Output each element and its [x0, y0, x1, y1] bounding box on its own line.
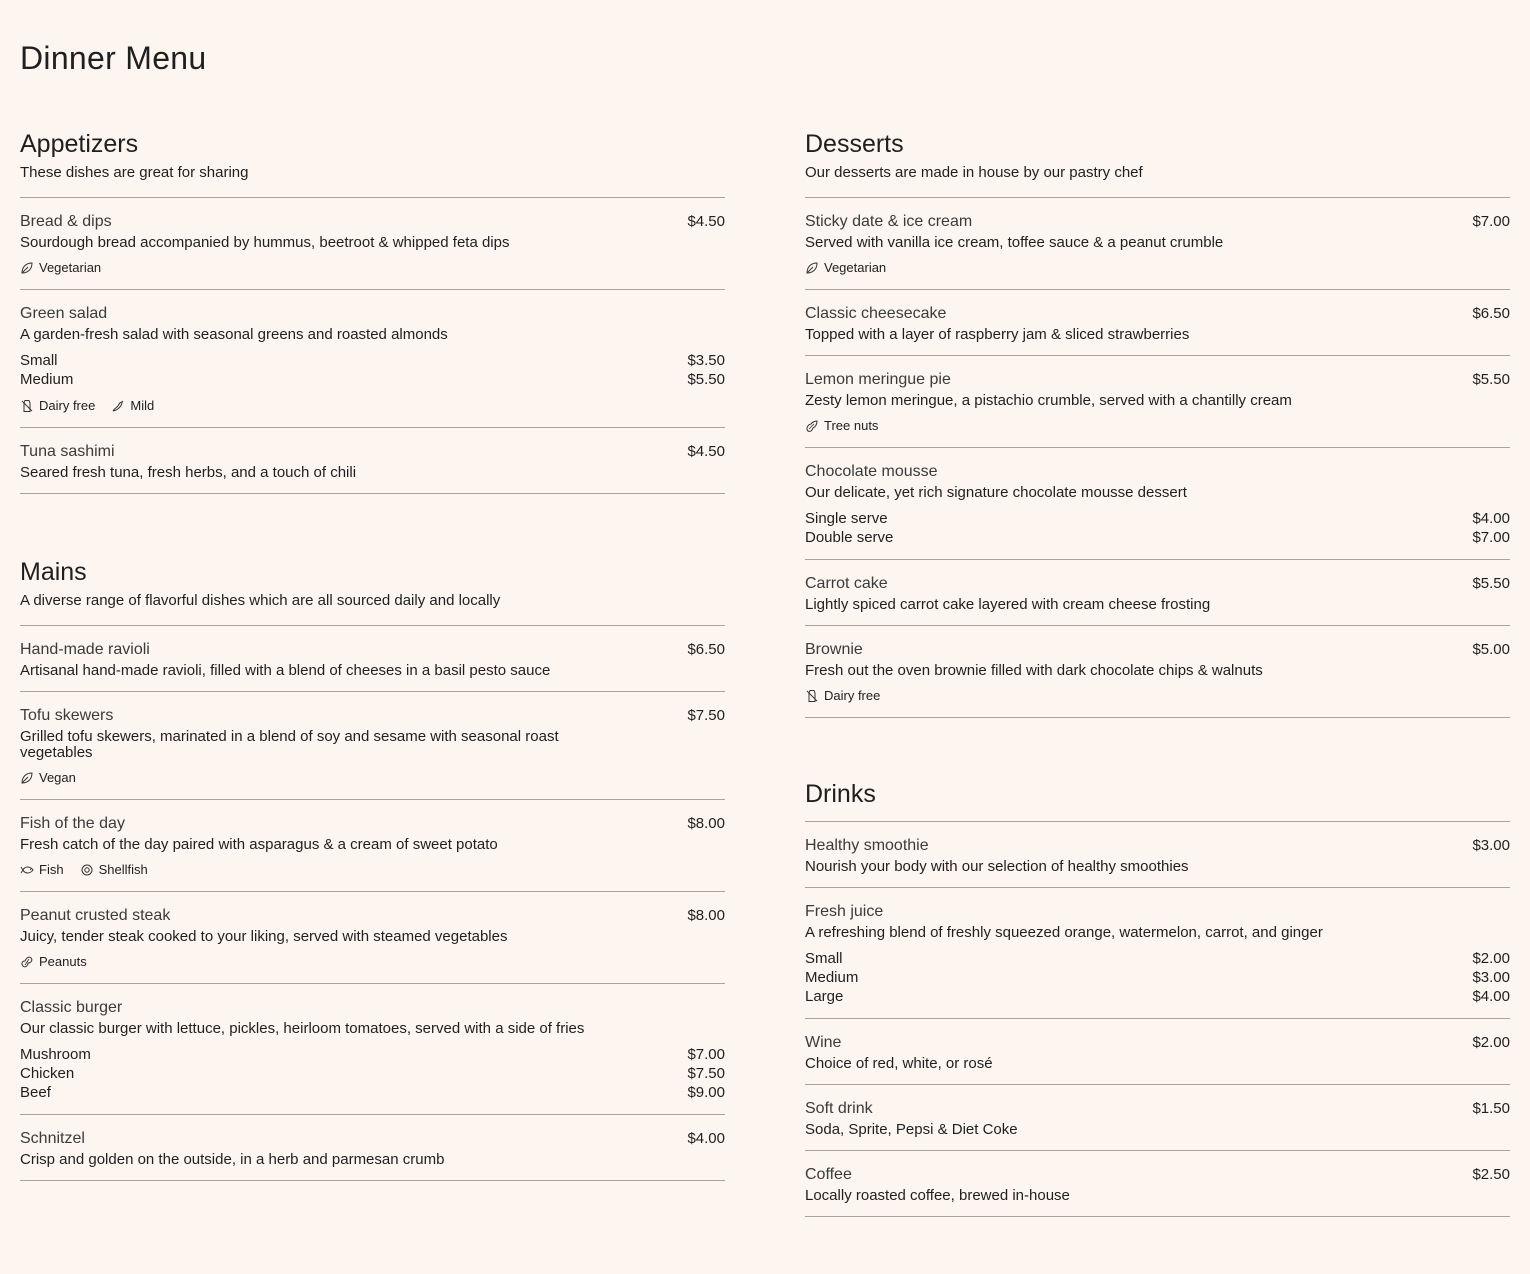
menu-item-hand-made-ravioli	[20, 626, 725, 692]
page-title: Dinner Menu	[20, 40, 207, 76]
variant-row	[20, 1064, 725, 1083]
variant-row	[805, 968, 1510, 987]
variant-row	[20, 351, 725, 370]
dietary-tag	[20, 953, 87, 971]
right-column	[805, 128, 1510, 1217]
item-price: $5.50	[1472, 575, 1510, 592]
item-description: Our classic burger with lettuce, pickles, heirloom tomatoes, served with a side of fries	[20, 1020, 585, 1037]
variant-price: $4.00	[1472, 510, 1510, 527]
dietary-tag-label: Fish	[39, 862, 64, 877]
item-name: Green salad	[20, 305, 108, 322]
item-description: Artisanal hand-made ravioli, filled with a blend of cheeses in a basil pesto sauce	[20, 662, 551, 679]
section-description: These dishes are great for sharing	[20, 164, 249, 181]
item-name: Chocolate mousse	[805, 463, 938, 480]
item-price: $1.50	[1472, 1100, 1510, 1117]
item-variants	[20, 351, 725, 389]
item-name: Tofu skewers	[20, 707, 114, 724]
variant-price: $7.00	[1472, 529, 1510, 546]
dietary-tag-label: Shellfish	[98, 862, 148, 877]
menu-item-sticky-date-and-ice-cream	[805, 198, 1510, 290]
variant-label: Mushroom	[20, 1046, 91, 1063]
dietary-tag	[805, 687, 880, 705]
variant-label: Medium	[805, 969, 859, 986]
item-name: Classic burger	[20, 999, 123, 1016]
section-appetizers	[20, 128, 725, 494]
menu-item-tuna-sashimi	[20, 428, 725, 494]
variant-label: Large	[805, 988, 844, 1005]
variant-row	[805, 528, 1510, 547]
section-header	[20, 556, 725, 626]
variant-label: Small	[805, 950, 843, 967]
item-name: Healthy smoothie	[805, 837, 929, 854]
item-name: Sticky date & ice cream	[805, 213, 973, 230]
variant-price: $5.50	[687, 371, 725, 388]
variant-row	[20, 1083, 725, 1102]
dietary-tag-label: Vegetarian	[39, 260, 102, 275]
leaf-icon	[805, 261, 819, 275]
variant-price: $7.50	[687, 1065, 725, 1082]
item-name: Carrot cake	[805, 575, 888, 592]
section-header	[805, 778, 1510, 822]
dietary-tags	[20, 769, 725, 787]
dietary-tag-label: Vegetarian	[824, 260, 887, 275]
item-name: Classic cheesecake	[805, 305, 947, 322]
item-description: A garden-fresh salad with seasonal greens and roasted almonds	[20, 326, 448, 343]
variant-label: Single serve	[805, 510, 888, 527]
item-name: Soft drink	[805, 1100, 873, 1117]
menu-item-coffee	[805, 1151, 1510, 1217]
item-price: $4.50	[687, 443, 725, 460]
variant-price: $3.00	[1472, 969, 1510, 986]
item-price: $2.50	[1472, 1166, 1510, 1183]
dietary-tag-label: Peanuts	[39, 954, 87, 969]
item-name: Bread & dips	[20, 213, 112, 230]
peanut-icon	[20, 955, 34, 969]
variant-label: Medium	[20, 371, 74, 388]
item-price: $5.00	[1472, 641, 1510, 658]
dietary-tag	[20, 861, 64, 879]
section-description: Our desserts are made in house by our pastry chef	[805, 164, 1143, 181]
item-price: $3.00	[1472, 837, 1510, 854]
menu-item-carrot-cake	[805, 560, 1510, 626]
leaf-icon	[20, 771, 34, 785]
section-title: Drinks	[805, 780, 876, 808]
tree-nut-icon	[805, 419, 819, 433]
item-description: Served with vanilla ice cream, toffee sauce & a peanut crumble	[805, 234, 1224, 251]
variant-price: $2.00	[1472, 950, 1510, 967]
item-variants	[805, 509, 1510, 547]
item-description: Grilled tofu skewers, marinated in a blend of soy and sesame with seasonal roast vegetables	[20, 728, 559, 761]
item-name: Brownie	[805, 641, 863, 658]
menu-item-healthy-smoothie	[805, 822, 1510, 888]
dietary-tag	[20, 769, 76, 787]
dietary-tag	[20, 259, 101, 277]
variant-label: Chicken	[20, 1065, 75, 1082]
item-price: $8.00	[687, 907, 725, 924]
dietary-tag	[20, 397, 95, 415]
item-name: Tuna sashimi	[20, 443, 115, 460]
item-description: Lightly spiced carrot cake layered with cream cheese frosting	[805, 596, 1211, 613]
item-name: Hand-made ravioli	[20, 641, 150, 658]
item-price: $4.00	[687, 1130, 725, 1147]
dietary-tag	[80, 861, 148, 879]
variant-label: Beef	[20, 1084, 51, 1101]
section-title: Appetizers	[20, 130, 139, 158]
menu-item-brownie	[805, 626, 1510, 718]
leaf-icon	[20, 261, 34, 275]
item-description: Crisp and golden on the outside, in a herb and parmesan crumb	[20, 1151, 445, 1168]
item-description: Nourish your body with our selection of healthy smoothies	[805, 858, 1189, 875]
dietary-tag-label: Mild	[130, 398, 155, 413]
section-description: A diverse range of flavorful dishes which are all sourced daily and locally	[20, 592, 501, 609]
dietary-tags	[20, 861, 725, 879]
dairy-free-icon	[20, 399, 34, 413]
chili-icon	[111, 399, 125, 413]
item-price: $8.00	[687, 815, 725, 832]
item-description: Fresh out the oven brownie filled with dark chocolate chips & walnuts	[805, 662, 1263, 679]
item-description: Soda, Sprite, Pepsi & Diet Coke	[805, 1121, 1018, 1138]
section-title: Mains	[20, 558, 87, 586]
menu-item-chocolate-mousse	[805, 448, 1510, 560]
dietary-tags	[20, 259, 725, 277]
menu-item-schnitzel	[20, 1115, 725, 1181]
menu-item-green-salad	[20, 290, 725, 428]
dietary-tag-label: Dairy free	[824, 688, 881, 703]
fish-icon	[20, 863, 34, 877]
dietary-tags	[20, 953, 725, 971]
item-name: Lemon meringue pie	[805, 371, 951, 388]
variant-price: $7.00	[687, 1046, 725, 1063]
section-drinks	[805, 778, 1510, 1217]
variant-row	[20, 370, 725, 389]
item-description: Fresh catch of the day paired with asparagus & a cream of sweet potato	[20, 836, 498, 853]
item-description: Juicy, tender steak cooked to your liking, served with steamed vegetables	[20, 928, 508, 945]
item-name: Fish of the day	[20, 815, 125, 832]
menu-item-bread-and-dips	[20, 198, 725, 290]
item-name: Peanut crusted steak	[20, 907, 171, 924]
item-name: Coffee	[805, 1166, 852, 1183]
item-description: A refreshing blend of freshly squeezed orange, watermelon, carrot, and ginger	[805, 924, 1323, 941]
item-price: $2.00	[1472, 1034, 1510, 1051]
item-description: Seared fresh tuna, fresh herbs, and a touch of chili	[20, 464, 357, 481]
menu-item-soft-drink	[805, 1085, 1510, 1151]
left-column	[20, 128, 725, 1181]
menu-item-lemon-meringue-pie	[805, 356, 1510, 448]
item-price: $5.50	[1472, 371, 1510, 388]
variant-price: $3.50	[687, 352, 725, 369]
dietary-tags	[20, 397, 725, 415]
dietary-tags	[805, 259, 1510, 277]
menu-item-classic-cheesecake	[805, 290, 1510, 356]
item-price: $7.00	[1472, 213, 1510, 230]
variant-label: Small	[20, 352, 58, 369]
section-title: Desserts	[805, 130, 904, 158]
variant-row	[805, 949, 1510, 968]
section-header	[20, 128, 725, 198]
menu-item-fish-of-the-day	[20, 800, 725, 892]
item-price: $6.50	[1472, 305, 1510, 322]
item-variants	[20, 1045, 725, 1102]
item-description: Sourdough bread accompanied by hummus, beetroot & whipped feta dips	[20, 234, 510, 251]
section-desserts	[805, 128, 1510, 718]
item-price: $6.50	[687, 641, 725, 658]
item-description: Topped with a layer of raspberry jam & sliced strawberries	[805, 326, 1190, 343]
item-description: Locally roasted coffee, brewed in-house	[805, 1187, 1070, 1204]
section-header	[805, 128, 1510, 198]
menu-item-fresh-juice	[805, 888, 1510, 1019]
item-description: Choice of red, white, or rosé	[805, 1055, 993, 1072]
item-price: $7.50	[687, 707, 725, 724]
dietary-tag	[805, 259, 886, 277]
item-name: Schnitzel	[20, 1130, 85, 1147]
menu-item-peanut-crusted-steak	[20, 892, 725, 984]
variant-label: Double serve	[805, 529, 894, 546]
item-description: Zesty lemon meringue, a pistachio crumble, served with a chantilly cream	[805, 392, 1292, 409]
menu-item-wine	[805, 1019, 1510, 1085]
variant-price: $9.00	[687, 1084, 725, 1101]
dietary-tag-label: Dairy free	[39, 398, 96, 413]
variant-price: $4.00	[1472, 988, 1510, 1005]
shellfish-icon	[80, 863, 94, 877]
menu-item-classic-burger	[20, 984, 725, 1115]
dietary-tag-label: Tree nuts	[824, 418, 879, 433]
item-name: Wine	[805, 1034, 842, 1051]
section-mains	[20, 556, 725, 1181]
item-name: Fresh juice	[805, 903, 884, 920]
dietary-tags	[805, 687, 1510, 705]
dairy-free-icon	[805, 689, 819, 703]
dietary-tags	[805, 417, 1510, 435]
dietary-tag	[805, 417, 878, 435]
item-variants	[805, 949, 1510, 1006]
variant-row	[805, 509, 1510, 528]
dietary-tag-label: Vegan	[39, 770, 76, 785]
menu-item-tofu-skewers	[20, 692, 725, 800]
variant-row	[20, 1045, 725, 1064]
item-price: $4.50	[687, 213, 725, 230]
dietary-tag	[111, 397, 154, 415]
variant-row	[805, 987, 1510, 1006]
item-description: Our delicate, yet rich signature chocolate mousse dessert	[805, 484, 1187, 501]
